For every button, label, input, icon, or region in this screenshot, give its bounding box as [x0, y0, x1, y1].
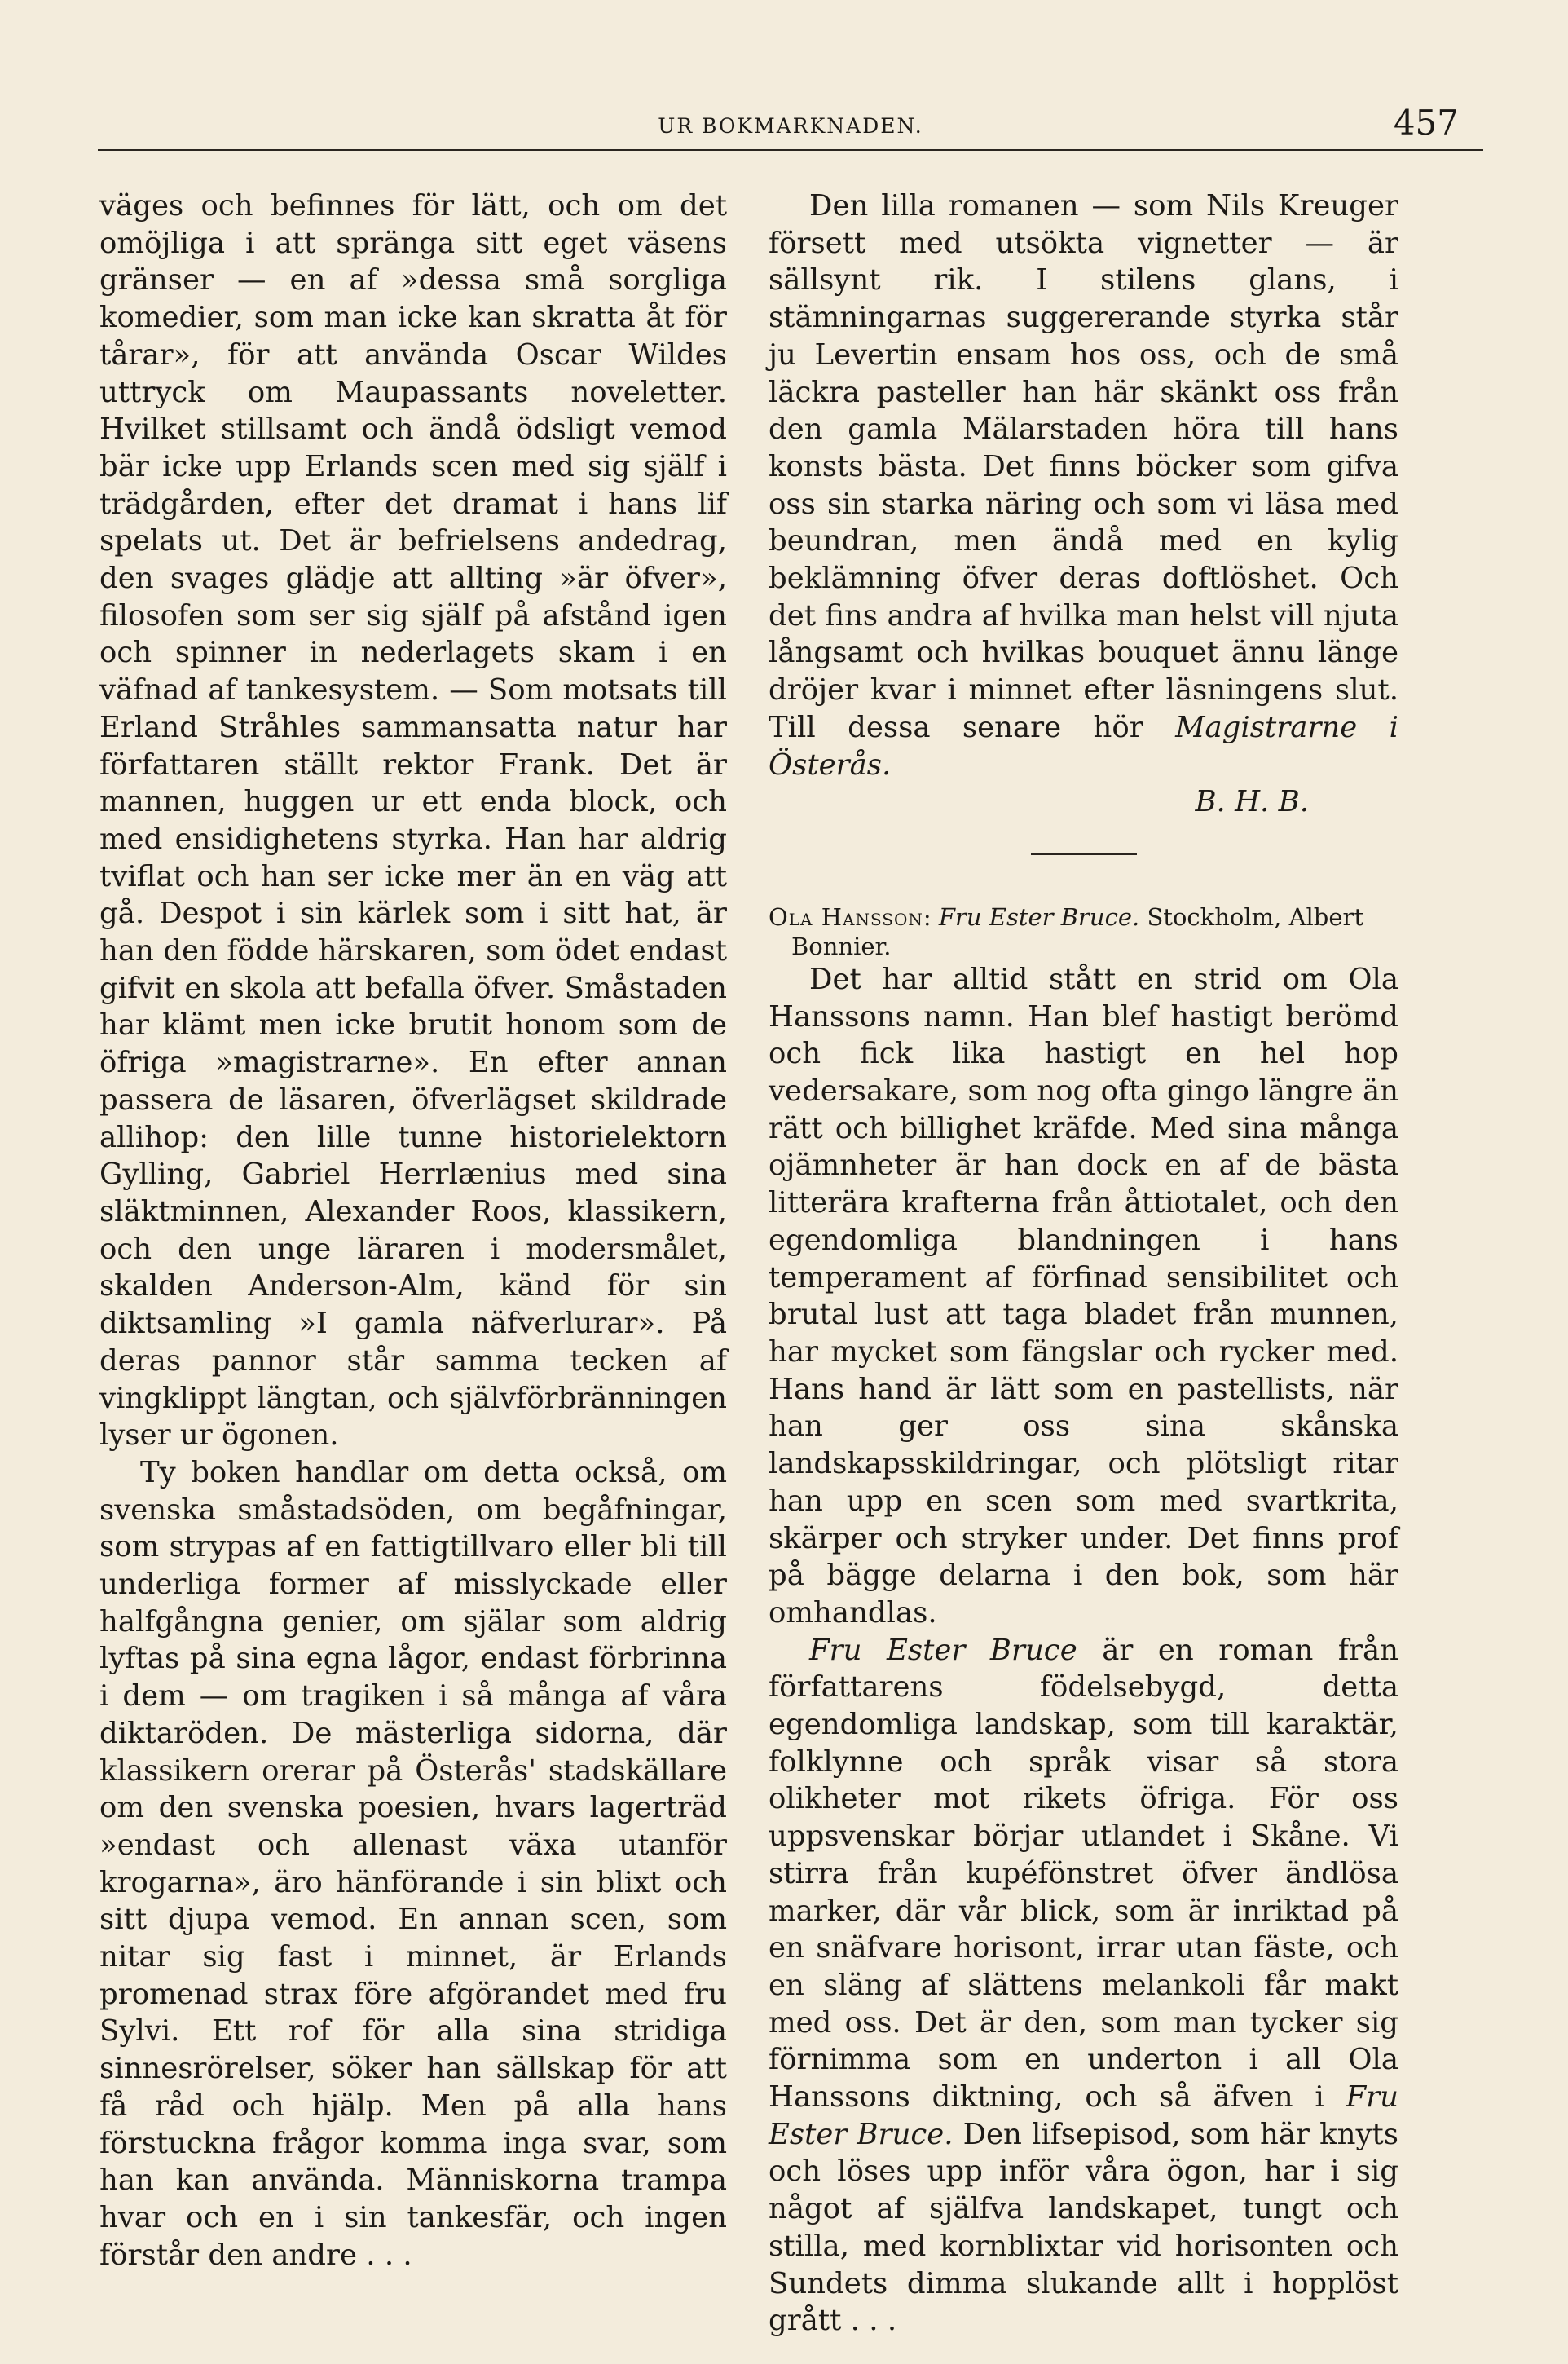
right-column	[769, 187, 1398, 2340]
paragraph-text: är en roman från författarens födelsebygd, detta egendomliga landskap, som till karaktär, folklynne och språk visar så stora olikheter mot rikets öfriga. För oss uppsvenskar börjar utlandet i Skåne. Vi stirra från kupéfönstret öfver ändlösa marker, där vår blick, som är inriktad på en snäfvare horisont, irrar utan fäste, och en släng af slättens melankoli får makt med oss. Det är den, som man tycker sig förnimma som en underton i all Ola Hanssons diktning, och så äfven i	[769, 1633, 1398, 2115]
review-book-title: Fru Ester Bruce.	[938, 902, 1140, 931]
book-title: Magistrarne i Österås.	[769, 710, 1398, 782]
paragraph-text: Den lifsepisod, som här knyts och löses upp inför våra ögon, har i sig något af själfva landskapet, tungt och stilla, med kornblixtar vid horisonten och Sundets dimma slukande allt i hopplöst grått . . .	[769, 2117, 1398, 2338]
paragraph-text: Den lilla romanen — som Nils Kreuger försett med utsökta vignetter — är sällsynt rik. I stilens glans, i stämningarnas suggererande styrka står ju Levertin ensam hos oss, och de små läckra pasteller han här skänkt oss från den gamla Mälarstaden höra till hans konsts bästa. Det finns böcker som gifva oss sin starka näring och som vi läsa med beundran, men ändå med en kylig beklämning öfver deras doftlöshet. Och det fins andra af hvilka man helst vill njuta långsamt och hvilkas bouquet ännu länge dröjer kvar i minnet efter läsningens slut. Till dessa senare hör	[769, 189, 1398, 744]
header-rule	[98, 149, 1483, 151]
page-header	[98, 103, 1483, 152]
running-head: UR BOKMARKNADEN.	[658, 114, 923, 138]
paragraph	[769, 187, 1398, 783]
section-separator	[1031, 853, 1137, 855]
page-number: 457	[1393, 103, 1459, 143]
review-author: Ola Hansson	[769, 902, 923, 931]
paragraph	[769, 1632, 1398, 2340]
book-title: Fru Ester Bruce.	[769, 2080, 1398, 2151]
review-signature: B. H. B.	[1195, 785, 1309, 819]
paragraph: Det har alltid stått en strid om Ola Hanssons namn. Han blef hastigt berömd och fick lika hastigt en hel hop vedersakare, som nog ofta gingo längre än rätt och billighet kräfde. Med sina många ojämnheter är han dock en af de bästa litterära krafterna från åttiotalet, och den egendomliga blandningen i hans temperament af förfinad sensibilitet och brutal lust att taga bladet från munnen, har mycket som fängslar och rycker med. Hans hand är lätt som en pastellists, när han ger oss sina skånska landskapsskildringar, och plötsligt ritar han upp en scen som med svartkrita, skärper och stryker under. Det finns prof på bägge delarna i den bok, som här omhandlas.	[769, 962, 1398, 1630]
paragraph: Ty boken handlar om detta också, om svenska småstadsöden, om begåfningar, som strypas af en fattigtillvaro eller bli till underliga former af misslyckade eller halfgångna genier, om själar som aldrig lyftas på sina egna lågor, endast förbrinna i dem — om tragiken i så många af våra diktaröden. De mästerliga sidorna, där klassikern orerar på Österås' stadskällare om den svenska poesien, hvars lagerträd »endast och allenast växa utanför krogarna», äro hänförande i sin blixt och sitt djupa vemod. En annan scen, som nitar sig fast i minnet, är Erlands promenad strax före afgörandet med fru Sylvi. Ett rof för alla sina stridiga sinnesrörelser, söker han sällskap för att få råd och hjälp. Men på alla hans förstuckna frågor komma inga svar, som han kan använda. Människorna trampa hvar och en i sin tankesfär, och ingen förstår den andre . . .	[99, 1455, 727, 2272]
paragraph: väges och befinnes för lätt, och om det omöjliga i att spränga sitt eget väsens gränser — en af »dessa små sorgliga komedier, som man icke kan skratta åt för tårar», för att använda Oscar Wildes uttryck om Maupassants noveletter. Hvilket stillsamt och ändå ödsligt vemod bär icke upp Erlands scen med sig själf i trädgården, efter det dramat i hans lif spelats ut. Det är befrielsens andedrag, den svages glädje att allting »är öfver», filosofen som ser sig själf på afstånd igen och spinner in nederlagets skam i en väfnad af tankesystem. — Som motsats till Erland Stråhles sammansatta natur har författaren ställt rektor Frank. Det är mannen, huggen ur ett enda block, och med ensidighetens styrka. Han har aldrig tviflat och han ser icke mer än en väg att gå. Despot i sin kärlek som i sitt hat, är han den födde härskaren, som ödet endast gifvit en skola att befalla öfver. Småstaden har klämt men icke brutit honom som de öfriga »magistrarne». En efter annan passera de läsaren, öfverlägset skildrade allihop: den lille tunne historielektorn Gylling, Gabriel Herrlænius med sina släktminnen, Alexander Roos, klassikern, och den unge läraren i modersmålet, skalden Anderson-Alm, känd för sin diktsamling »I gamla näfverlurar». På deras pannor står samma tecken af vingklippt längtan, och självförbränningen lyser ur ögonen.	[99, 189, 727, 1453]
review-heading: Ola Hansson: Fru Ester Bruce. Stockholm, Albert Bonnier.	[769, 902, 1364, 960]
left-column	[99, 187, 727, 2274]
review-publisher: Stockholm, Albert Bonnier.	[791, 902, 1364, 960]
book-title: Fru Ester Bruce	[809, 1633, 1077, 1667]
